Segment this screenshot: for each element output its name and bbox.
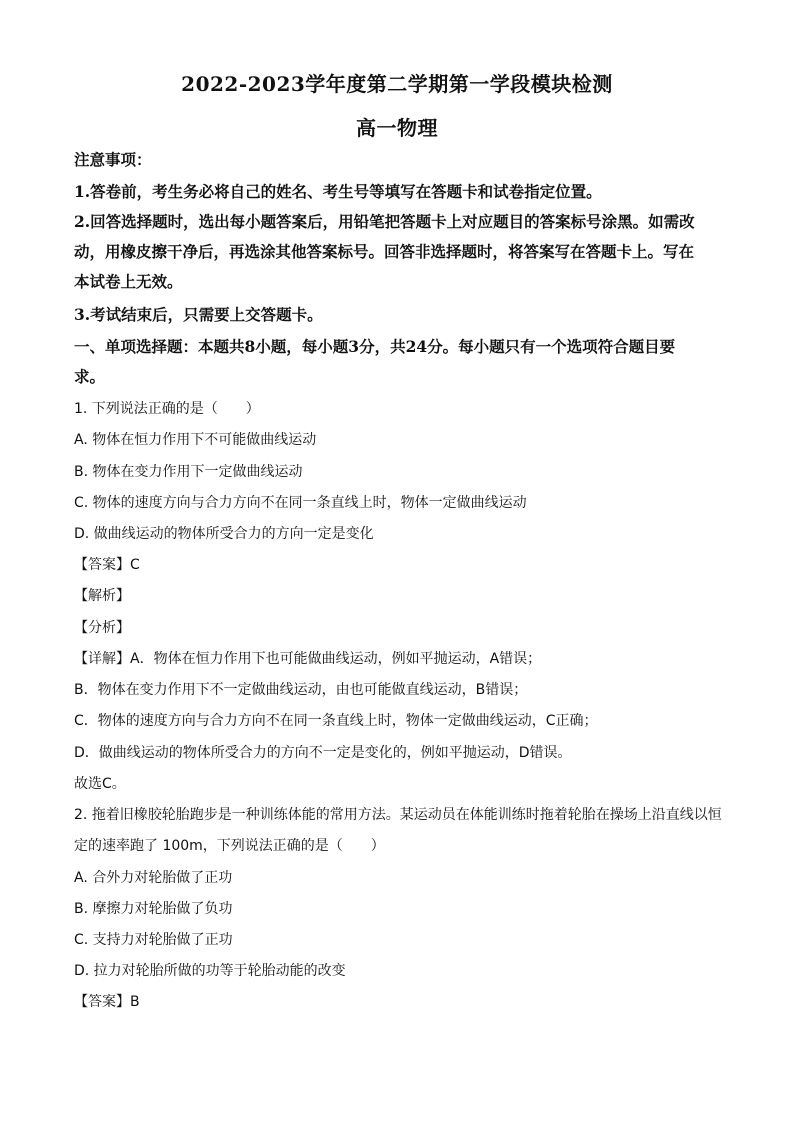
notice-line: 动，用橡皮擦干净后，再选涂其他答案标号。回答非选择题时，将答案写在答题卡上。写在: [74, 242, 695, 261]
notice-line: 本试卷上无效。: [74, 272, 183, 291]
question-2-option-c: C. 支持力对轮胎做了正功: [74, 932, 233, 948]
notice-line: 3.考试结束后，只需要上交答题卡。: [74, 305, 323, 324]
question-1-option-d: D. 做曲线运动的物体所受合力的方向一定是变化: [74, 526, 374, 542]
question-1-detail-line: D．做曲线运动的物体所受合力的方向不一定是变化的，例如平抛运动，D错误。: [74, 745, 572, 761]
question-2-stem: 2. 拖着旧橡胶轮胎跑步是一种训练体能的常用方法。某运动员在体能训练时拖着轮胎在操场上沿直线以恒: [74, 807, 722, 823]
question-1-analysis-heading: 【分析】: [74, 620, 130, 636]
question-1-conclusion: 故选C。: [74, 776, 126, 792]
question-1-detail-line: C．物体的速度方向与合力方向不在同一条直线上时，物体一定做曲线运动，C正确；: [74, 713, 598, 729]
question-1-detail-line: B．物体在变力作用下不一定做曲线运动，由也可能做直线运动，B错误；: [74, 682, 528, 698]
section-heading-cont: 求。: [74, 367, 106, 386]
question-2-option-a: A. 合外力对轮胎做了正功: [74, 870, 233, 886]
question-1-option-c: C. 物体的速度方向与合力方向不在同一条直线上时，物体一定做曲线运动: [74, 495, 527, 511]
exam-title: 2022-2023学年度第二学期第一学段模块检测: [181, 72, 613, 96]
exam-subject: 高一物理: [356, 116, 438, 140]
question-2-answer: 【答案】B: [74, 994, 140, 1010]
notice-line: 2.回答选择题时，选出每小题答案后，用铅笔把答题卡上对应题目的答案标号涂黑。如需改: [74, 212, 695, 231]
question-1-answer: 【答案】C: [74, 557, 140, 573]
question-1-analysis-label: 【解析】: [74, 588, 130, 604]
question-2-option-b: B. 摩擦力对轮胎做了负功: [74, 901, 233, 917]
section-heading: 一、单项选择题：本题共8小题，每小题3分，共24分。每小题只有一个选项符合题目要: [74, 337, 676, 356]
question-1-stem: 1. 下列说法正确的是（ ）: [74, 401, 260, 417]
question-1-option-b: B. 物体在变力作用下一定做曲线运动: [74, 464, 303, 480]
question-1-detail-line: 【详解】A．物体在恒力作用下也可能做曲线运动，例如平抛运动，A错误；: [74, 651, 542, 667]
question-2-option-d: D. 拉力对轮胎所做的功等于轮胎动能的改变: [74, 963, 346, 979]
question-1-option-a: A. 物体在恒力作用下不可能做曲线运动: [74, 432, 317, 448]
notice-line: 1.答卷前，考生务必将自己的姓名、考生号等填写在答题卡和试卷指定位置。: [74, 182, 602, 201]
question-2-stem-cont: 定的速率跑了 100m，下列说法正确的是（ ）: [74, 838, 385, 854]
notice-heading: 注意事项：: [74, 150, 152, 169]
